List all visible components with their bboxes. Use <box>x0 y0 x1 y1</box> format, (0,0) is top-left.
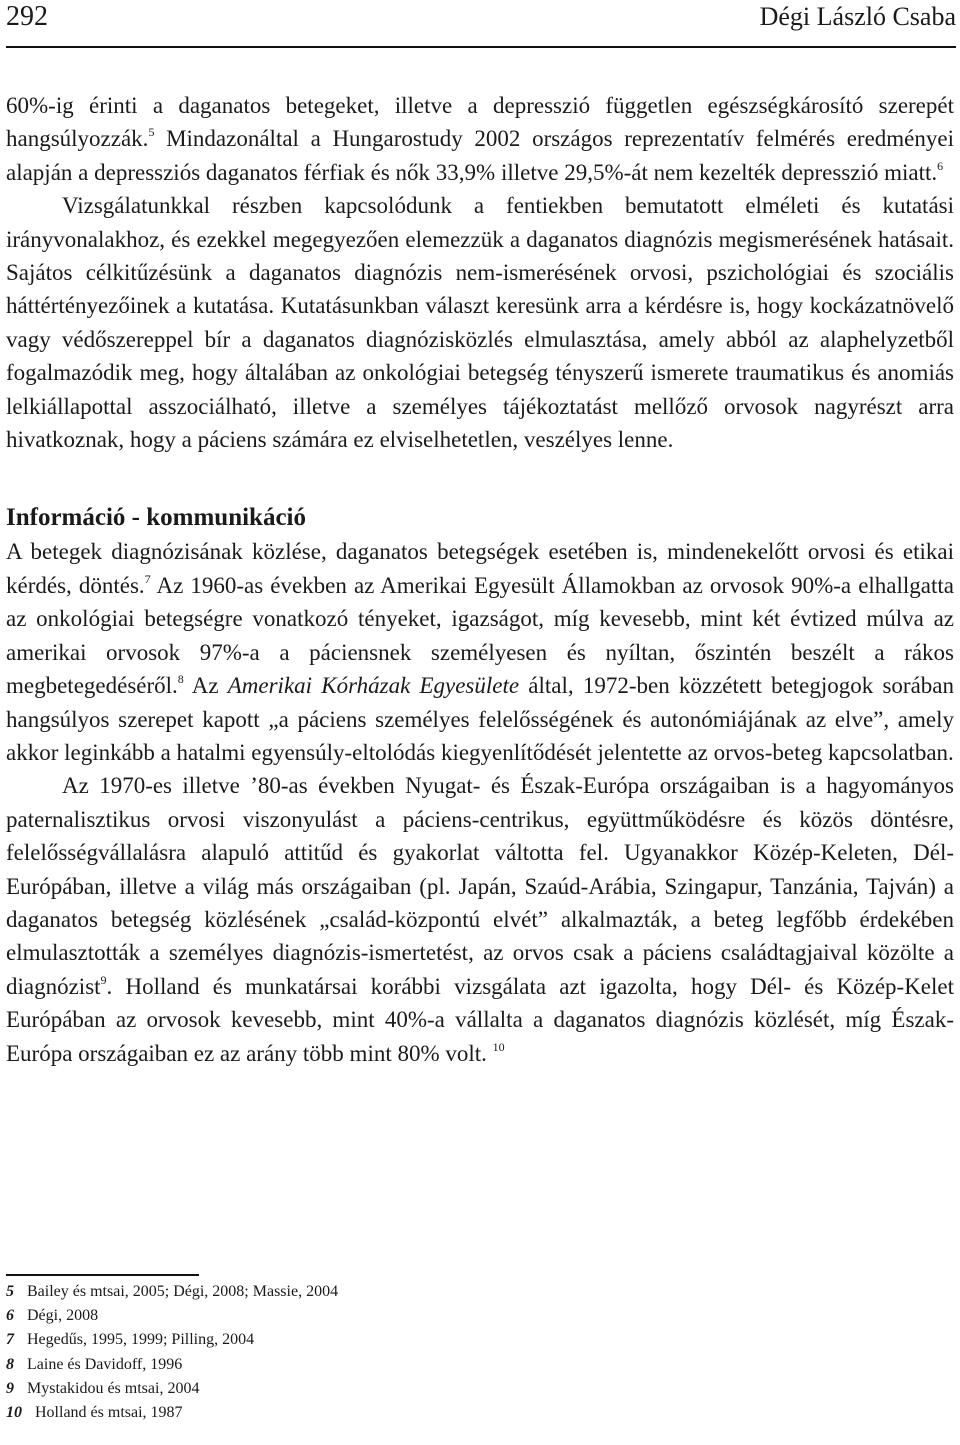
footnote <box>6 1304 338 1328</box>
footnote <box>6 1401 338 1425</box>
main-text <box>6 89 954 1070</box>
footnote-number: 9 <box>6 1379 14 1397</box>
footnote <box>6 1377 338 1401</box>
footnote-number: 8 <box>6 1355 14 1373</box>
paragraph-text: Mindazonáltal a Hungarostudy 2002 országos reprezentatív felmérés eredményei alapján a depressziós daganatos férfiak és nők 33,9% illetve 29,5%-át nem kezelték depresszió miatt. <box>6 126 954 185</box>
paragraph <box>6 89 954 189</box>
footnote-number: 10 <box>6 1404 22 1422</box>
footnote <box>6 1328 338 1352</box>
header-rule <box>6 46 956 48</box>
footnote-ref: 10 <box>492 1039 505 1054</box>
running-head <box>6 0 956 44</box>
footnote-number: 6 <box>6 1307 14 1325</box>
paragraph-text: által, 1972-ben közzétett betegjogok sorában hangsúlyos szerepet kapott „a páciens személyes felelősségének és autonómiájának az elve”, amely akkor leginkább a hatalmi egyensúly-eltolódás kiegyenlítődését jelentette az orvos-beteg kapcsolatban. <box>6 673 954 765</box>
paragraph-text: Az <box>183 673 228 699</box>
footnote-ref: 7 <box>144 571 151 586</box>
paragraph-text: Az 1960-as években az Amerikai Egyesült Államokban az orvosok 90%-a elhallgatta az onkológiai betegségre vonatkozó tényeket, igazságot, míg kevesebb, mint két évtized múlva az amerikai orvosok 97%-a a páciensnek személyesen és nyíltan, őszintén beszélt a rákos megbetegedéséről. <box>6 572 954 699</box>
paragraph-text: . Holland és munkatársai korábbi vizsgálata azt igazolta, hogy Dél- és Közép-Kelet Európában az orvosok kevesebb, mint 40%-a vállalta a daganatos diagnózis közlését, míg Észak-Európa országaiban ez az arány több mint 80% volt. <box>6 973 954 1066</box>
footnote-text: Dégi, 2008 <box>27 1307 99 1325</box>
footnote <box>6 1353 338 1377</box>
footnote-text: Mystakidou és mtsai, 2004 <box>27 1379 200 1397</box>
section-heading: Információ - kommunikáció <box>6 504 306 532</box>
footnotes <box>6 1280 338 1425</box>
footnote-text: Hegedűs, 1995, 1999; Pilling, 2004 <box>27 1331 255 1349</box>
footnote-text: Holland és mtsai, 1987 <box>35 1404 183 1422</box>
footnote-ref: 8 <box>177 672 184 687</box>
running-head-author: Dégi László Csaba <box>759 2 956 31</box>
paragraph <box>6 535 954 769</box>
footnote-ref: 9 <box>100 972 107 987</box>
page-number: 292 <box>6 1 48 32</box>
footnote-ref: 6 <box>937 158 944 173</box>
paragraph-text: Az 1970-es illetve ’80-as években Nyugat- és Észak-Európa országaiban is a hagyományos paternalisztikus orvosi viszonyulást a páciens-centrikus, együttműködésre és közös döntésre, felelősségvállalásra alapuló attitűd és gyakorlat váltotta fel. Ugyanakkor Közép-Keleten, Dél-Európában, illetve a világ más országaiban (pl. Japán, Szaúd-Arábia, Szingapur, Tanzánia, Tajván) a daganatos betegség közlésének „család-központú elvét” alkalmazták, a beteg legfőbb érdekében elmulasztották a személyes diagnózis-ismertetést, az orvos csak a páciens családtagjaival közölte a diagnózist <box>6 773 954 999</box>
paragraph <box>6 769 954 1070</box>
footnote-rule <box>6 1274 199 1276</box>
paragraph-text: 60%-ig érinti a daganatos betegeket, illetve a depresszió független egészségkárosító szerepét hangsúlyozzák. <box>6 93 954 152</box>
paragraph-text: Vizsgálatunkkal részben kapcsolódunk a fentiekben bemutatott elméleti és kutatási irányvonalakhoz, és ezekkel megegyezően elemezzük a daganatos diagnózis megismerésének hatásait. Sajátos célkitűzésünk a daganatos diagnózis nem-ismerésének orvosi, pszichológiai és szociális háttértényezőinek a kutatása. Kutatásunkban választ keresünk arra a kérdésre is, hogy kockázatnövelő vagy védőszereppel bír a daganatos diagnózisközlés elmulasztása, amely abból az alaphelyzetből fogalmazódik meg, hogy általában az onkológiai betegség tényszerű ismerete traumatikus és anomiás lelkiállapottal asszociálható, illetve a személyes tájékoztatást mellőző orvosok nagyrészt arra hivatkoznak, hogy a páciens számára ez elviselhetetlen, veszélyes lenne. <box>6 193 954 453</box>
footnote-text: Bailey és mtsai, 2005; Dégi, 2008; Massie, 2004 <box>27 1283 339 1300</box>
footnote-number: 7 <box>6 1331 14 1349</box>
paragraph <box>6 189 954 456</box>
organization-name: Amerikai Kórházak Egyesülete <box>227 673 520 699</box>
paragraph-text: A betegek diagnózisának közlése, daganatos betegségek esetében is, mindenekelőtt orvosi és etikai kérdés, döntés. <box>6 539 954 598</box>
footnote-text: Laine és Davidoff, 1996 <box>27 1355 183 1373</box>
footnote-number: 5 <box>6 1283 14 1300</box>
footnote-ref: 5 <box>148 125 155 140</box>
footnote <box>6 1280 338 1304</box>
